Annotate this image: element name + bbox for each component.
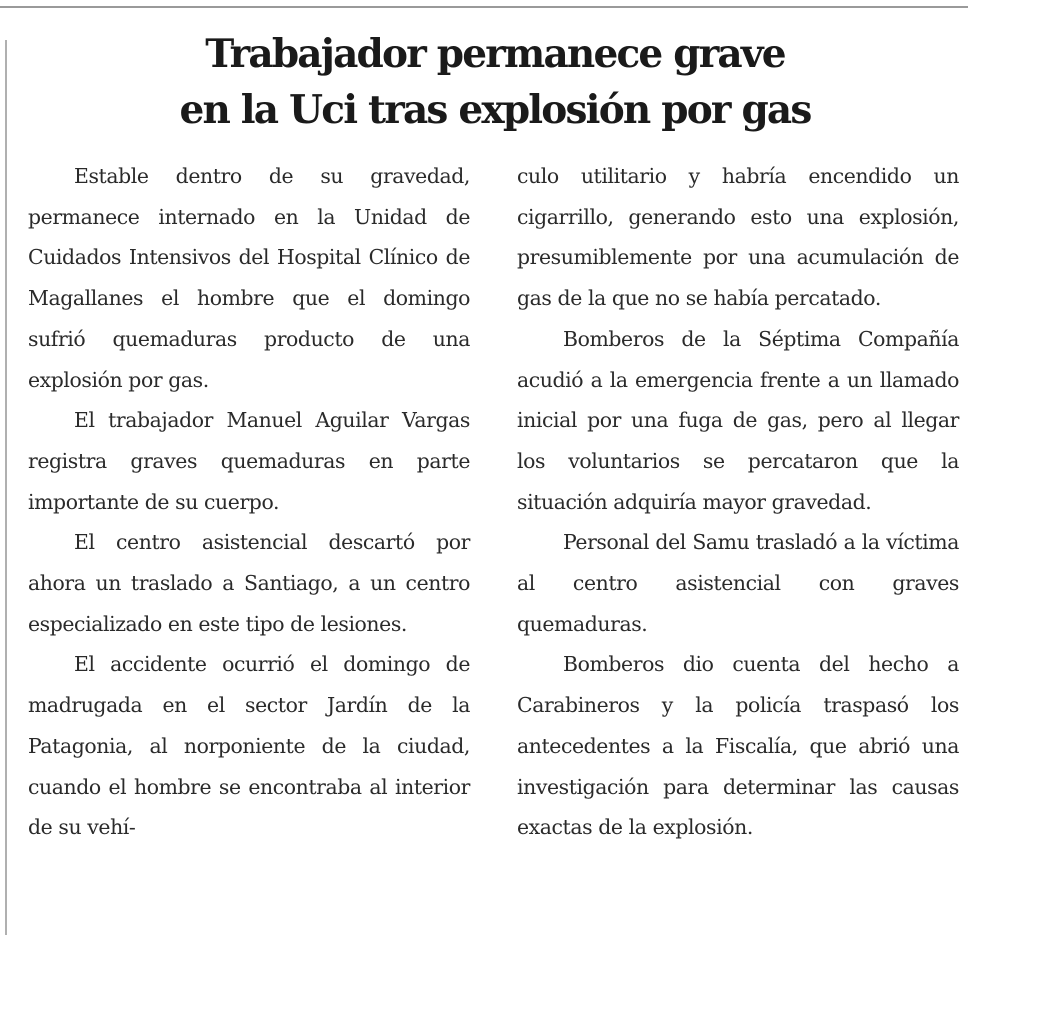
paragraph: El centro asistencial descartó por ahora un traslado a Santiago, a un centro especializado en este tipo de lesiones. <box>28 530 470 636</box>
left-divider <box>5 40 7 935</box>
paragraph: El accidente ocurrió el domingo de madrugada en el sector Jardín de la Patagonia, al norponiente de la ciudad, cuando el hombre se encontraba al interior de su vehí- <box>28 652 470 840</box>
paragraph-continuation: culo utilitario y habría encendido un cigarrillo, generando esto una explosión, presumiblemente por una acumulación de gas de la que no se había percatado. <box>517 164 959 311</box>
paragraph: Bomberos dio cuenta del hecho a Carabineros y la policía traspasó los antecedentes a la Fiscalía, que abrió una investigación para determinar las causas exactas de la explosión. <box>517 652 959 840</box>
article-column-right <box>517 156 959 848</box>
paragraph: Bomberos de la Séptima Compañía acudió a la emergencia frente a un llamado inicial por una fuga de gas, pero al llegar los voluntarios se percataron que la situación adquiría mayor gravedad. <box>517 326 959 514</box>
paragraph: Estable dentro de su gravedad, permanece internado en la Unidad de Cuidados Intensivos del Hospital Clínico de Magallanes el hombre que el domingo sufrió quemaduras producto de una explosión por gas. <box>28 164 470 392</box>
headline-line-1: Trabajador permanece grave <box>205 31 785 77</box>
paragraph: Personal del Samu trasladó a la víctima al centro asistencial con graves quemaduras. <box>517 530 959 636</box>
headline-line-2: en la Uci tras explosión por gas <box>179 87 811 133</box>
article-headline <box>60 26 930 138</box>
article-column-left <box>28 156 470 848</box>
top-divider <box>0 6 968 8</box>
paragraph: El trabajador Manuel Aguilar Vargas registra graves quemaduras en parte importante de su cuerpo. <box>28 408 470 514</box>
